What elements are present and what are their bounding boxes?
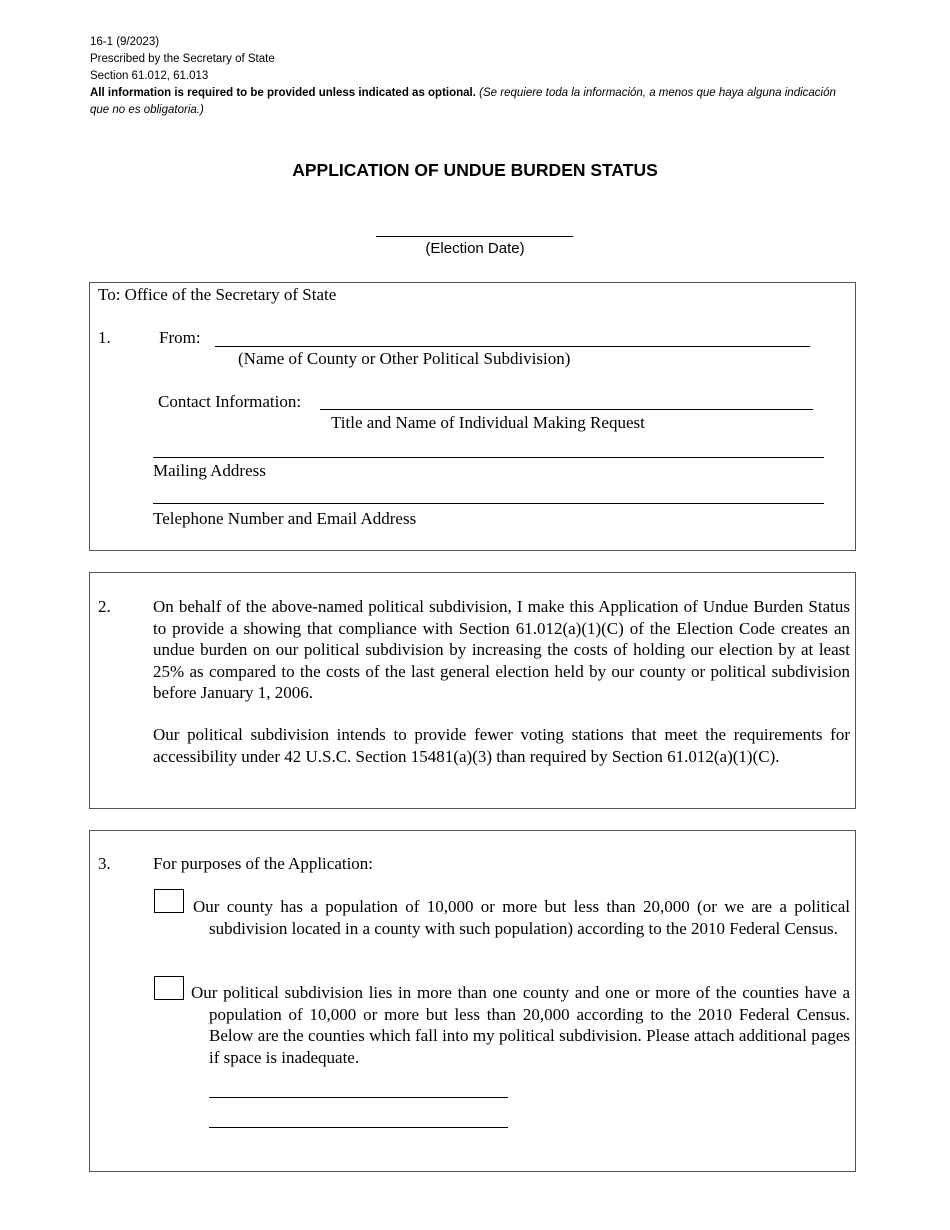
section-3-number: 3. xyxy=(98,854,111,873)
option-1-checkbox[interactable] xyxy=(154,889,184,913)
form-title: APPLICATION OF UNDUE BURDEN STATUS xyxy=(292,160,658,180)
option-2-text xyxy=(191,982,850,1068)
section-3-intro: For purposes of the Application: xyxy=(153,854,374,873)
mailing-address-label: Mailing Address xyxy=(153,461,266,480)
phone-email-field[interactable] xyxy=(153,503,824,504)
statute-sections: Section 61.012, 61.013 xyxy=(90,70,209,82)
option-1-label: Our county has a population of 10,000 or more but less than 20,000 (or we are a political subdivision located in a county with such population) according to the 2010 Federal Census. xyxy=(193,897,850,938)
section-2-number: 2. xyxy=(98,597,111,616)
undue-burden-statement: On behalf of the above-named political subdivision, I make this Application of Undue Burden Status to provide a showing that compliance with Section 61.012(a)(1)(C) of the Election Code creates an undue burden on our political subdivision by increasing the costs of holding our election by at least 25% as compared to the costs of the last general election held by our county or political subdivision before January 1, 2006. xyxy=(153,597,850,702)
option-1-text xyxy=(193,896,850,939)
election-date-label: (Election Date) xyxy=(425,240,525,257)
form-number: 16-1 (9/2023) xyxy=(90,36,160,48)
section-2-box xyxy=(89,572,856,809)
accessibility-statement: Our political subdivision intends to provide fewer voting stations that meet the requirements for accessibility under 42 U.S.C. Section 15481(a)(3) than required by Section 61.012(a)(1)(C). xyxy=(153,725,850,766)
section-1-box xyxy=(89,282,856,551)
county-field-1[interactable] xyxy=(209,1097,508,1098)
required-notice xyxy=(90,85,850,119)
phone-email-label: Telephone Number and Email Address xyxy=(153,509,417,528)
county-field-2[interactable] xyxy=(209,1127,508,1128)
form-header xyxy=(90,34,850,119)
recipient-line: To: Office of the Secretary of State xyxy=(98,285,337,304)
from-field[interactable] xyxy=(215,346,810,347)
contact-label: Contact Information: xyxy=(158,392,302,411)
section-1-number: 1. xyxy=(98,328,111,347)
option-2-label: Our political subdivision lies in more than one county and one or more of the counties have a population of 10,000 or more but less than 20,000 according to the 2010 Federal Census. Below are the counties which fall into my political subdivision. Please attach additional pages if space is inadequate. xyxy=(191,983,850,1067)
from-label: From: xyxy=(159,328,201,347)
from-caption: (Name of County or Other Political Subdivision) xyxy=(238,349,571,368)
required-notice-english: All information is required to be provided unless indicated as optional. xyxy=(90,87,476,99)
contact-field[interactable] xyxy=(320,409,813,410)
election-date-field[interactable] xyxy=(376,236,573,237)
contact-caption: Title and Name of Individual Making Request xyxy=(331,413,645,432)
section-3-box xyxy=(89,830,856,1172)
prescribed-by: Prescribed by the Secretary of State xyxy=(90,53,275,65)
mailing-address-field[interactable] xyxy=(153,457,824,458)
required-notice-spanish: (Se requiere toda la información, a menos que haya alguna indicación que no es obligatoria.) xyxy=(90,87,836,116)
option-2-checkbox[interactable] xyxy=(154,976,184,1000)
